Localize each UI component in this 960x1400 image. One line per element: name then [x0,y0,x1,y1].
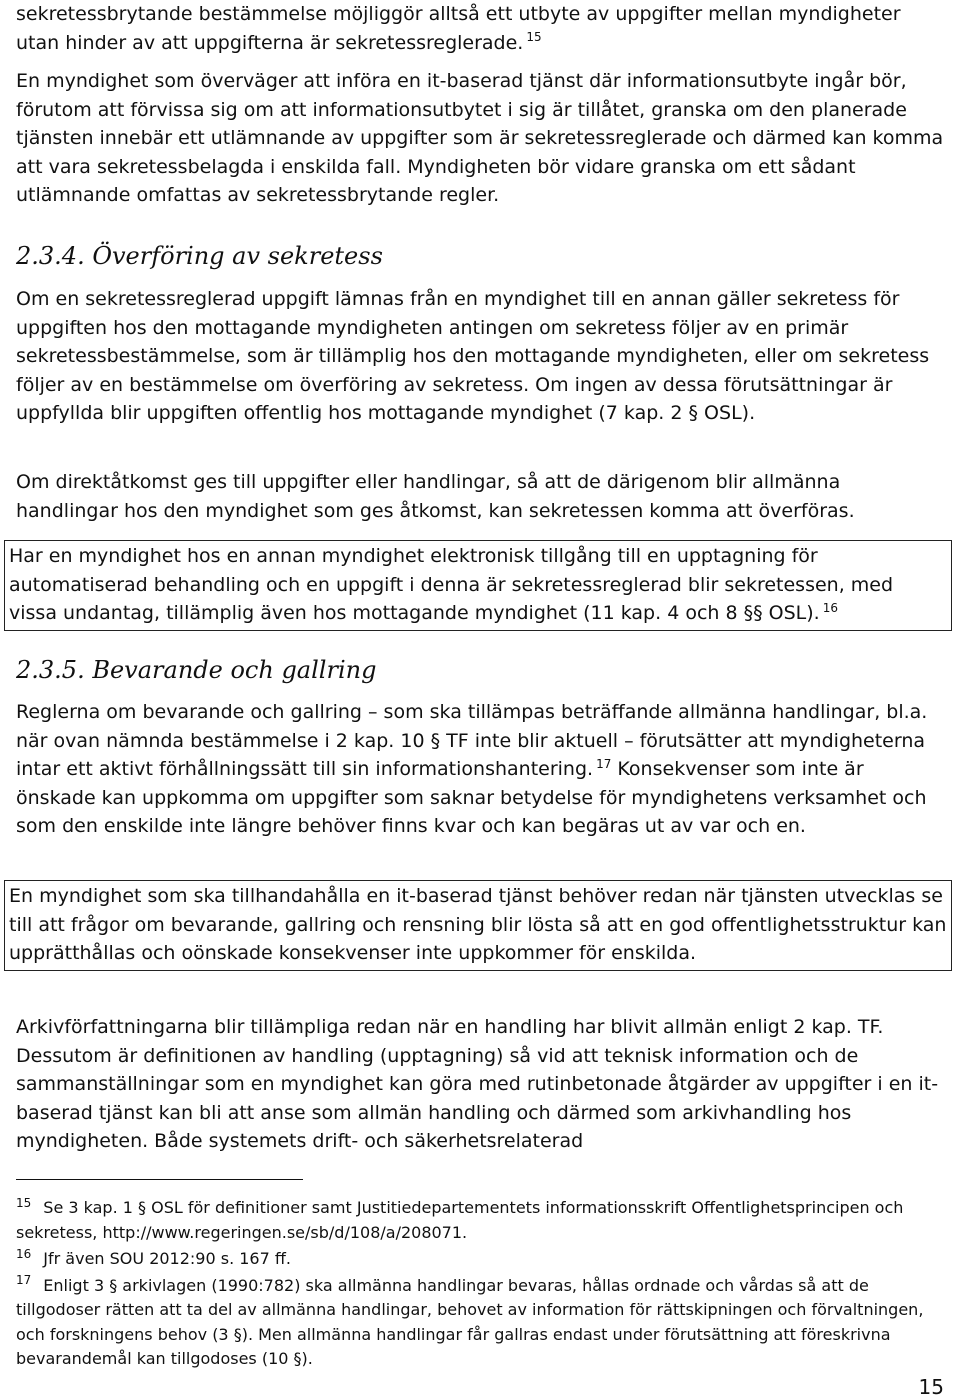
footnote-separator [16,1179,303,1180]
footnote-ref-16[interactable]: 16 [822,600,838,615]
paragraph-preservation-rules-text-a: Reglerna om bevarande och gallring – som ska tillämpas beträffande allmänna handlingar, bl.a. när ovan nämnda bestämmelse i 2 kap. 10 § TF inte blir aktuell – förutsätter att myndigheterna intar ett aktivt förhållningssätt till sin informationshantering. [16,701,928,780]
footnote-number: 15 [16,1195,32,1210]
footnotes-section [16,1196,946,1374]
footnote-15 [16,1196,946,1245]
footnote-number: 16 [16,1246,32,1261]
paragraph-archive-regulations: Arkivförfattningarna blir tillämpliga redan när en handling har blivit allmän enligt 2 kap. TF. Dessutom är definitionen av handling (upptagning) så vid att teknisk information och de sammanställningar som en myndighet kan göra med rutinbetonade åtgärder av uppgifter i en it-baserad tjänst kan bli att anse som allmän handling och därmed som arkivhandling hos myndigheten. Både systemets drift- och säkerhetsrelaterad [16,1016,939,1152]
paragraph-review: En myndighet som överväger att införa en it-baserad tjänst där informationsutbyte ingår bör, förutom att förvissa sig om att informationsutbytet i sig är tillåtet, granska om den planerade tjänsten innebär ett utlämnande av uppgifter som är sekretessreglerade och därmed kan komma att vara sekretessbelagda i enskilda fall. Myndigheten bör vidare granska om ett sådant utlämnande omfattas av sekretessbrytande regler. [16,70,944,206]
footnote-number: 17 [16,1273,32,1288]
boxed-note-electronic-access-text: Har en myndighet hos en annan myndighet elektronisk tillgång till en upptagning för automatiserad behandling och en uppgift i denna är sekretessreglerad blir sekretessen, med vissa undantag, tillämplig även hos mottagande myndighet (11 kap. 4 och 8 §§ OSL). [9,545,894,624]
footnote-16 [16,1247,946,1272]
footnote-text: Jfr även SOU 2012:90 s. 167 ff. [43,1249,291,1268]
paragraph-direct-access: Om direktåtkomst ges till uppgifter eller handlingar, så att de därigenom blir allmänna handlingar hos den myndighet som ges åtkomst, kan sekretessen komma att överföras. [16,471,855,522]
boxed-note-it-service-text: En myndighet som ska tillhandahålla en it-baserad tjänst behöver redan när tjänsten utvecklas se till att frågor om bevarande, gallring och rensning blir lösta så att en god offentlighetsstruktur kan upprätthållas och oönskade konsekvenser inte uppkommer för enskilda. [9,885,947,964]
footnote-ref-15[interactable]: 15 [526,30,542,45]
footnote-17 [16,1274,946,1372]
paragraph-secrecy-transfer: Om en sekretessreglerad uppgift lämnas från en myndighet till en annan gäller sekretess för uppgiften hos den mottagande myndigheten antingen om sekretess följer av en primär sekretessbestämmelse, som är tillämplig hos den mottagande myndigheten, eller om sekretess följer av en bestämmelse om överföring av sekretess. Om ingen av dessa förutsättningar är uppfyllda blir uppgiften offentlig hos mottagande myndighet (7 kap. 2 § OSL). [16,288,930,424]
footnote-text: Enligt 3 § arkivlagen (1990:782) ska allmänna handlingar bevaras, hållas ordnade och vårdas så att de tillgodoser rätten att ta del av allmänna handlingar, behovet av information för rättskipningen och förvaltningen, och forskningens behov (3 §). Men allmänna handlingar får gallras endast under förutsättning att föreskrivna bevarandemål kan tillgodoses (10 §). [16,1275,924,1368]
heading-preservation-and-weeding: 2.3.5. Bevarande och gallring [16,656,377,684]
paragraph-preservation-rules-text-b: Konsekvenser som inte är önskade kan uppkomma om uppgifter som saknar betydelse för myndighetens verksamhet och som den enskilde inte längre behöver finns kvar och kan begäras ut av var och en. [16,758,927,837]
footnote-ref-17[interactable]: 17 [596,756,612,771]
page-number: 15 [918,1375,944,1399]
paragraph-preservation-rules [16,698,946,841]
boxed-note-electronic-access [4,540,952,631]
paragraph-intro-text: sekretessbrytande bestämmelse möjliggör alltså ett utbyte av uppgifter mellan myndigheter utan hinder av att uppgifterna är sekretessreglerade. [16,3,901,54]
heading-transfer-of-secrecy: 2.3.4. Överföring av sekretess [16,242,383,270]
footnote-text: Se 3 kap. 1 § OSL för definitioner samt Justitiedepartementets informationsskrift Offentlighetsprincipen och sekretess, http://www.regeringen.se/sb/d/108/a/208071. [16,1198,904,1242]
boxed-note-it-service [4,880,952,971]
paragraph-intro [16,0,946,57]
